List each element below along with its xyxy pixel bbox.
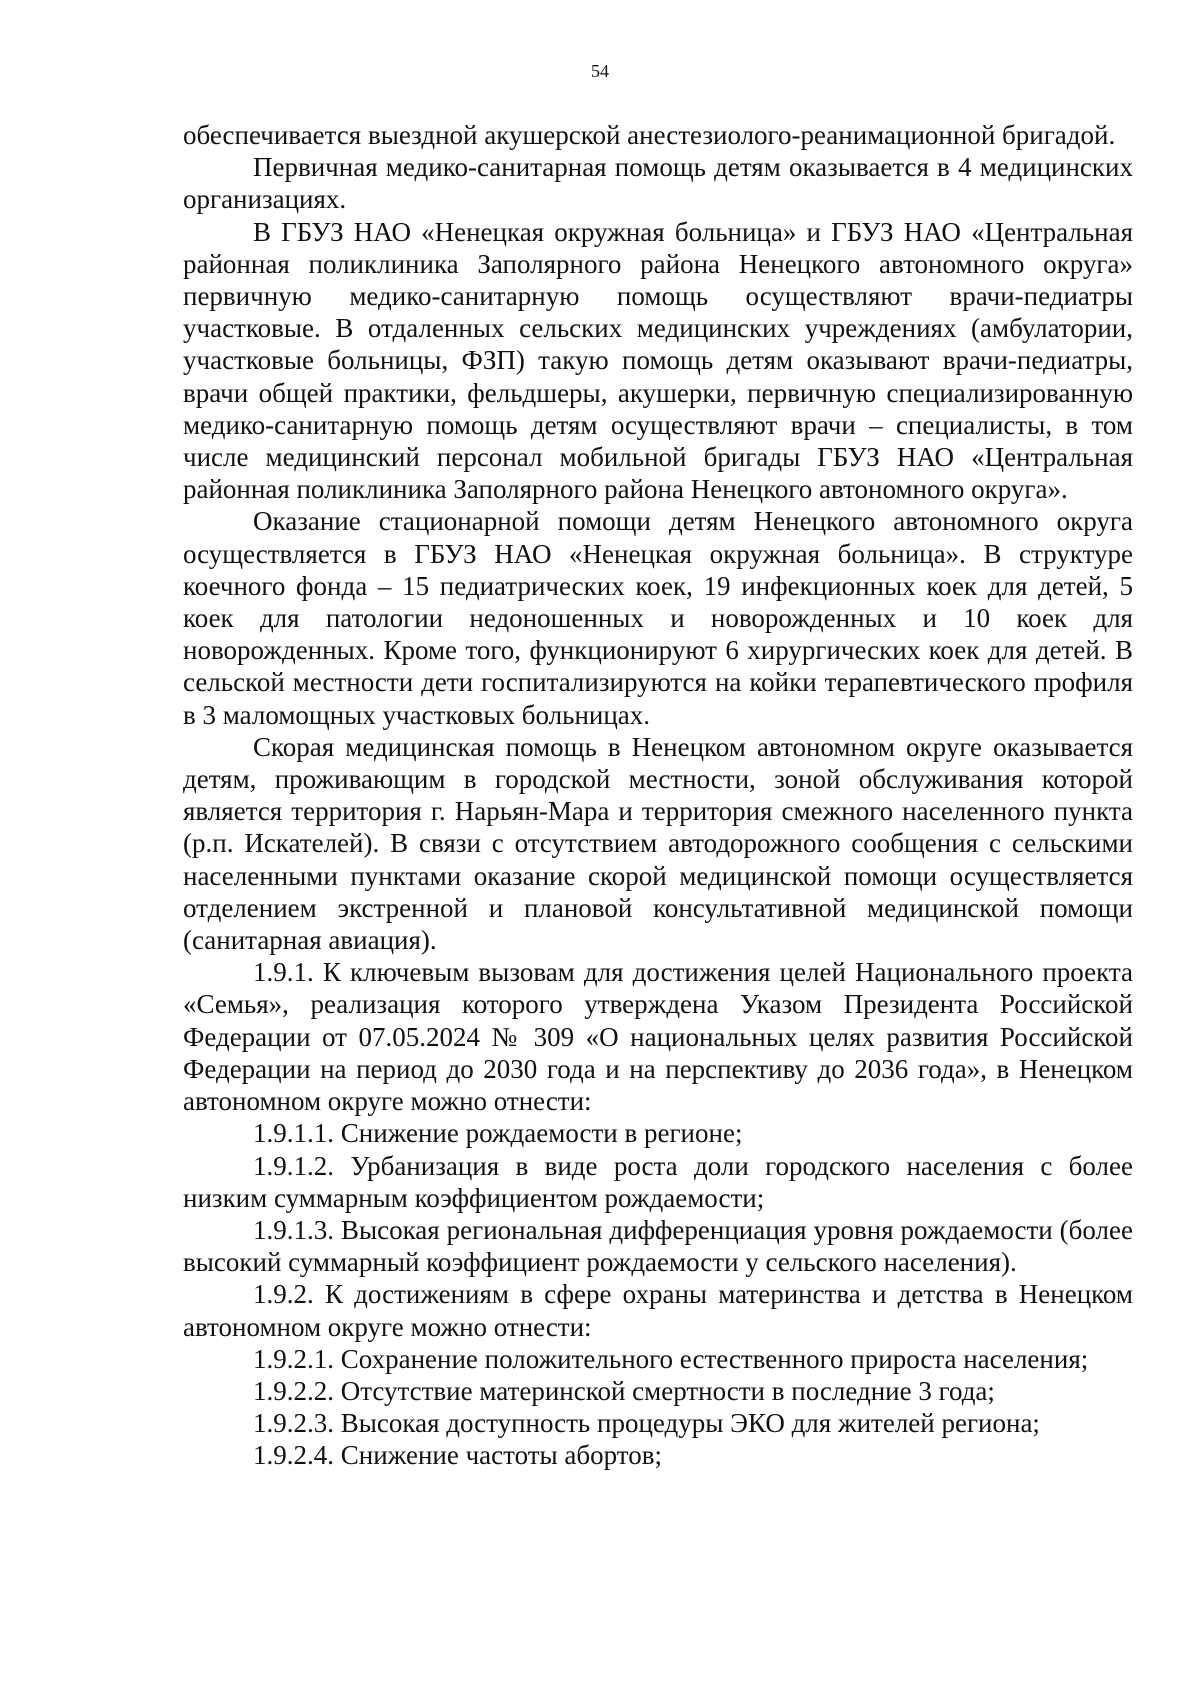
list-item-challenge-1: 1.9.1.1. Снижение рождаемости в регионе;	[253, 1118, 743, 1149]
paragraph-key-challenges: 1.9.1. К ключевым вызовам для достижения целей Национального проекта «Семья», реализация которого утверждена Указом Президента Российской Федерации от 07.05.2024 № 309 «О национальных целях развития Российской Федерации на период до 2030 года и на перспективу до 2036 года», в Ненецком автономном округе можно отнести:	[183, 957, 1133, 1117]
list-item-challenge-2: 1.9.1.2. Урбанизация в виде роста доли городского населения с более низким суммарным коэффициентом рождаемости;	[183, 1150, 1133, 1213]
page-number: 54	[591, 61, 609, 81]
list-item-achievement-2: 1.9.2.2. Отсутствие материнской смертности в последние 3 года;	[253, 1375, 995, 1406]
paragraph-care-providers: В ГБУЗ НАО «Ненецкая окружная больница» и ГБУЗ НАО «Центральная районная поликлиника Заполярного района Ненецкого автономного округа» первичную медико-санитарную помощь осуществляют врачи-педиатры участковые. В отдаленных сельских медицинских учреждениях (амбулатории, участковые больницы, ФЗП) такую помощь детям оказывают врачи-педиатры, врачи общей практики, фельдшеры, акушерки, первичную специализированную медико-санитарную помощь детям осуществляют врачи – специалисты, в том числе медицинский персонал мобильной бригады ГБУЗ НАО «Центральная районная поликлиника Заполярного района Ненецкого автономного округа».	[183, 216, 1133, 505]
list-item-challenge-3: 1.9.1.3. Высокая региональная дифференциация уровня рождаемости (более высокий суммарный коэффициент рождаемости у сельского населения).	[183, 1214, 1133, 1278]
paragraph-inpatient-care: Оказание стационарной помощи детям Ненецкого автономного округа осуществляется в ГБУЗ НАО «Ненецкая окружная больница». В структуре коечного фонда – 15 педиатрических коек, 19 инфекционных коек для детей, 5 коек для патологии недоношенных и новорожденных и 10 коек для новорожденных. Кроме того, функционируют 6 хирургических коек для детей. В сельской местности дети госпитализируются на койки терапевтического профиля в 3 маломощных участковых больницах.	[183, 506, 1133, 730]
document-body	[183, 119, 1133, 1472]
paragraph-continuation: обеспечивается выездной акушерской анестезиолого-реанимационной бригадой.	[183, 120, 1116, 150]
paragraph-achievements: 1.9.2. К достижениям в сфере охраны материнства и детства в Ненецком автономном округе можно отнести:	[183, 1279, 1133, 1342]
list-item-achievement-1: 1.9.2.1. Сохранение положительного естественного прироста населения;	[253, 1343, 1089, 1374]
paragraph-primary-care: Первичная медико-санитарная помощь детям оказывается в 4 медицинских организациях.	[183, 152, 1133, 215]
list-item-achievement-3: 1.9.2.3. Высокая доступность процедуры ЭКО для жителей региона;	[253, 1408, 1040, 1439]
list-item-achievement-4: 1.9.2.4. Снижение частоты абортов;	[253, 1440, 662, 1471]
paragraph-emergency-care: Скорая медицинская помощь в Ненецком автономном округе оказывается детям, проживающим в городской местности, зоной обслуживания которой является территория г. Нарьян-Мара и территория смежного населенного пункта (р.п. Искателей). В связи с отсутствием автодорожного сообщения с сельскими населенными пунктами оказание скорой медицинской помощи осуществляется отделением экстренной и плановой консультативной медицинской помощи (санитарная авиация).	[183, 731, 1133, 956]
